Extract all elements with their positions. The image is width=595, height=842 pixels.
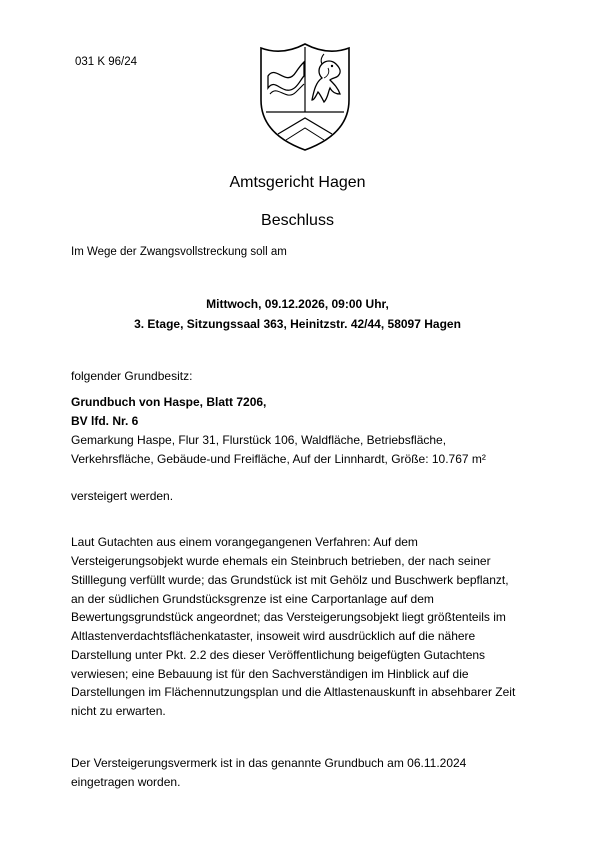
expert-report-line: nicht zu erwarten. (71, 704, 166, 718)
expert-report-line: Darstellungen im Flächennutzungsplan und die Altlastenauskunft in absehbarer Zeit (71, 685, 516, 699)
expert-report-line: verwiesen; eine Bebauung ist für den Sachverständigen im Hinblick auf die (71, 667, 469, 681)
coat-of-arms-crest (258, 42, 352, 152)
expert-report-line: Darstellung unter Pkt. 2.2 des dieser Veröffentlichung beigefügten Gutachtens (71, 648, 486, 662)
document-type-title: Beschluss (261, 212, 334, 229)
auction-statement: versteigert werden. (71, 489, 174, 503)
expert-report-line: Bewertungsgrundstück angeordnet; das Versteigerungsobjekt liegt größtenteils im (71, 610, 506, 624)
expert-report-line: Stilllegung verfüllt wurde; das Grundstück ist mit Gehölz und Buschwerk bepflanzt, (71, 573, 509, 587)
registration-note-line: Der Versteigerungsvermerk ist in das genannte Grundbuch am 06.11.2024 (71, 756, 467, 770)
appointment-location: 3. Etage, Sitzungssaal 363, Heinitzstr. 42/44, 58097 Hagen (134, 317, 461, 331)
appointment-date: Mittwoch, 09.12.2026, 09:00 Uhr, (206, 297, 389, 311)
expert-report-line: Versteigerungsobjekt wurde ehemals ein Steinbruch betrieben, der nach seiner (71, 554, 491, 568)
expert-report-line: an der südlichen Grundstücksgrenze ist eine Carportanlage auf dem (71, 592, 434, 606)
expert-report-line: Altlastenverdachtsflächenkataster, insoweit wird ausdrücklich auf die nähere (71, 629, 476, 643)
property-intro: folgender Grundbesitz: (71, 369, 193, 383)
property-description-line: Gemarkung Haspe, Flur 31, Flurstück 106, Waldfläche, Betriebsfläche, (71, 433, 447, 447)
registration-note-line: eingetragen worden. (71, 775, 181, 789)
inventory-number: BV lfd. Nr. 6 (71, 414, 139, 428)
file-number: 031 K 96/24 (75, 56, 138, 68)
court-title: Amtsgericht Hagen (229, 174, 366, 191)
expert-report-line: Laut Gutachten aus einem vorangegangenen Verfahren: Auf dem (71, 535, 418, 549)
intro-text: Im Wege der Zwangsvollstreckung soll am (71, 246, 287, 258)
property-description-line: Verkehrsfläche, Gebäude-und Freifläche, Auf der Linnhardt, Größe: 10.767 m² (71, 452, 486, 466)
land-register-entry: Grundbuch von Haspe, Blatt 7206, (71, 395, 267, 409)
